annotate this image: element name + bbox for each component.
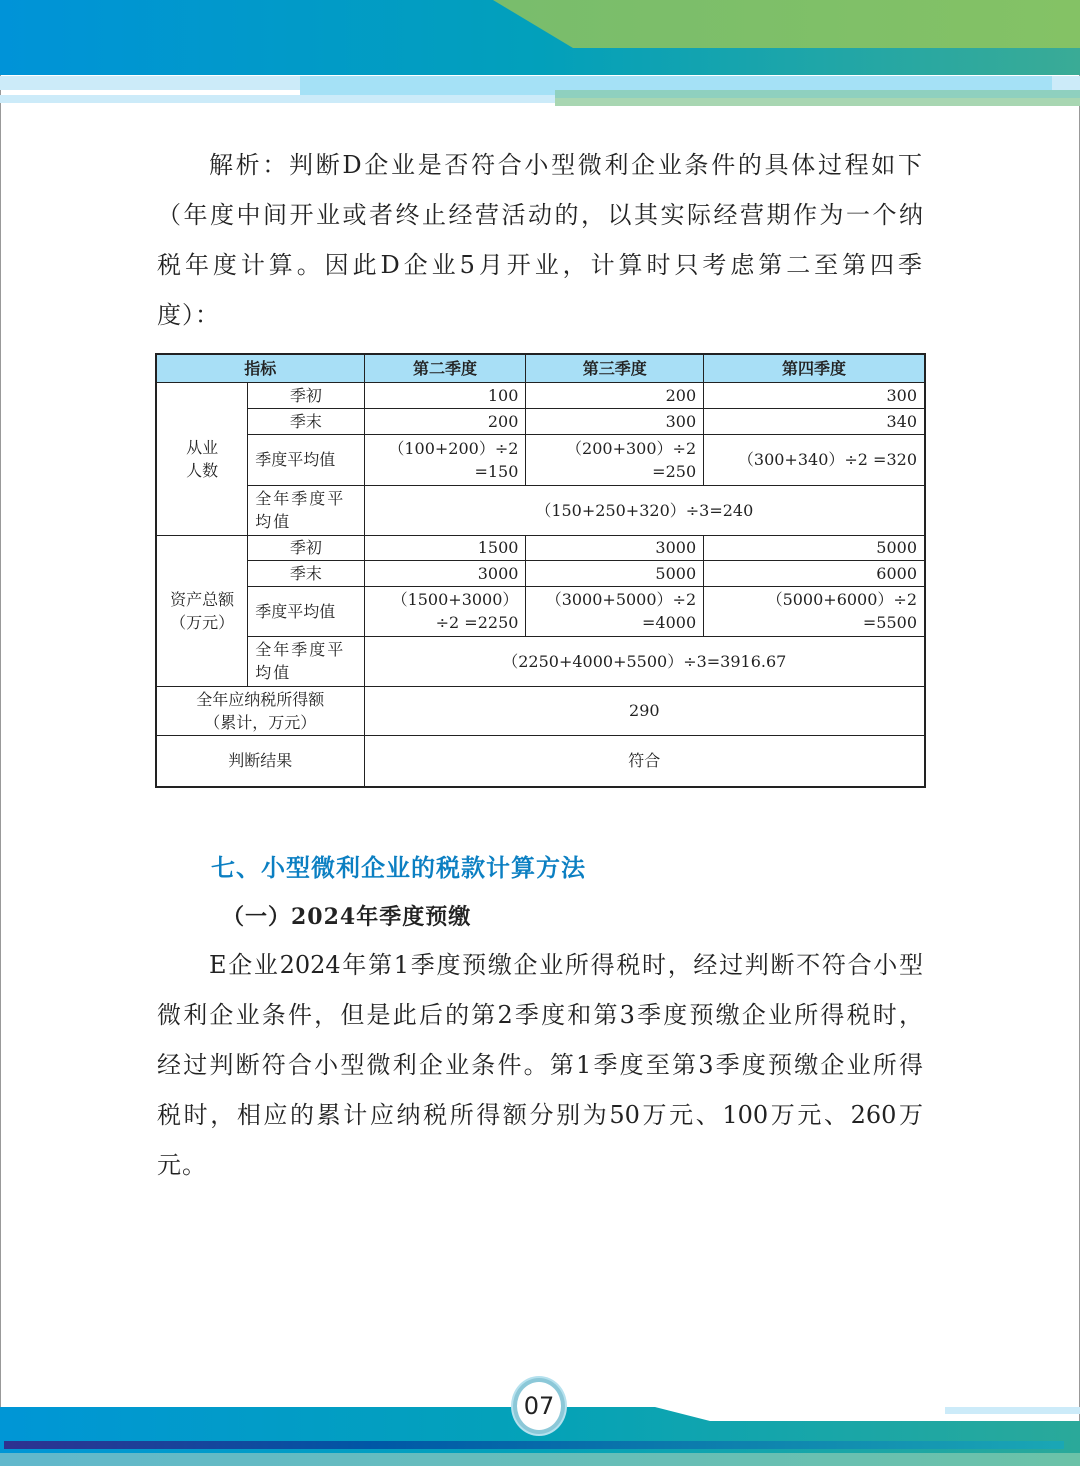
header-cell: 第三季度 bbox=[526, 354, 704, 382]
intro-line: （年度中间开业或者终止经营活动的，以其实际经营期作为一个纳 bbox=[157, 201, 923, 229]
header-cell: 第四季度 bbox=[704, 354, 925, 382]
table-cell: （2250+4000+5500）÷3=3916.67 bbox=[364, 636, 925, 686]
table-cell: （5000+6000）÷2 =5500 bbox=[704, 586, 925, 636]
table-cell: 3000 bbox=[364, 560, 526, 586]
row-label: 季初 bbox=[248, 535, 364, 560]
table-cell: 3000 bbox=[526, 535, 704, 560]
intro-line: 度）： bbox=[157, 301, 220, 329]
table-cell: （300+340）÷2 =320 bbox=[704, 434, 925, 485]
table-row bbox=[156, 382, 925, 408]
row-label: 季末 bbox=[248, 560, 364, 586]
table-row bbox=[156, 735, 925, 787]
table-cell: 200 bbox=[526, 382, 704, 408]
table-cell: 6000 bbox=[704, 560, 925, 586]
table-cell: （1500+3000）÷2 =2250 bbox=[364, 586, 526, 636]
intro-line: 税年度计算。因此D企业5月开业，计算时只考虑第二至第四季 bbox=[157, 251, 923, 279]
table-row bbox=[156, 586, 925, 636]
row-label: 季初 bbox=[248, 382, 364, 408]
row-label: 全年季度平均值 bbox=[248, 636, 364, 686]
subsection-title: （一）2024年季度预缴 bbox=[222, 904, 472, 930]
table-cell: 200 bbox=[364, 408, 526, 434]
table-row bbox=[156, 408, 925, 434]
row-label: 季末 bbox=[248, 408, 364, 434]
intro-line: 解析：判断D企业是否符合小型微利企业条件的具体过程如下 bbox=[209, 151, 923, 179]
table-cell: 290 bbox=[364, 686, 925, 735]
table-cell: （150+250+320）÷3=240 bbox=[364, 485, 925, 535]
body-line: 经过判断符合小型微利企业条件。第1季度至第3季度预缴企业所得 bbox=[157, 1051, 923, 1079]
table-cell: 300 bbox=[704, 382, 925, 408]
table-cell: 100 bbox=[364, 382, 526, 408]
table-cell: 5000 bbox=[704, 535, 925, 560]
table-header-row bbox=[156, 354, 925, 382]
row-label: 全年季度平均值 bbox=[248, 485, 364, 535]
body-line: 微利企业条件，但是此后的第2季度和第3季度预缴企业所得税时， bbox=[157, 1001, 923, 1029]
table-row bbox=[156, 636, 925, 686]
table-row bbox=[156, 434, 925, 485]
table-cell: （3000+5000）÷2 =4000 bbox=[526, 586, 704, 636]
header-cell: 指标 bbox=[156, 354, 364, 382]
header-cell: 第二季度 bbox=[364, 354, 526, 382]
group-label: 资产总额（万元） bbox=[156, 535, 248, 686]
row-label: 季度平均值 bbox=[248, 434, 364, 485]
table-cell: 5000 bbox=[526, 560, 704, 586]
calculation-table bbox=[155, 353, 926, 788]
table-cell: 340 bbox=[704, 408, 925, 434]
section-title: 七、小型微利企业的税款计算方法 bbox=[211, 854, 586, 882]
table-row bbox=[156, 560, 925, 586]
body-line: 税时，相应的累计应纳税所得额分别为50万元、100万元、260万 bbox=[157, 1101, 923, 1129]
table-cell: 1500 bbox=[364, 535, 526, 560]
row-label: 全年应纳税所得额（累计，万元） bbox=[156, 686, 364, 735]
row-label: 季度平均值 bbox=[248, 586, 364, 636]
table-row bbox=[156, 686, 925, 735]
page-number: 07 bbox=[513, 1378, 565, 1434]
group-label: 从业人数 bbox=[156, 382, 248, 535]
row-label: 判断结果 bbox=[156, 735, 364, 787]
table-cell: 300 bbox=[526, 408, 704, 434]
body-line: E企业2024年第1季度预缴企业所得税时，经过判断不符合小型 bbox=[209, 951, 923, 979]
body-line: 元。 bbox=[157, 1151, 207, 1179]
table-cell: 符合 bbox=[364, 735, 925, 787]
table-row bbox=[156, 485, 925, 535]
table-row bbox=[156, 535, 925, 560]
table-cell: （200+300）÷2 =250 bbox=[526, 434, 704, 485]
table-cell: （100+200）÷2 =150 bbox=[364, 434, 526, 485]
